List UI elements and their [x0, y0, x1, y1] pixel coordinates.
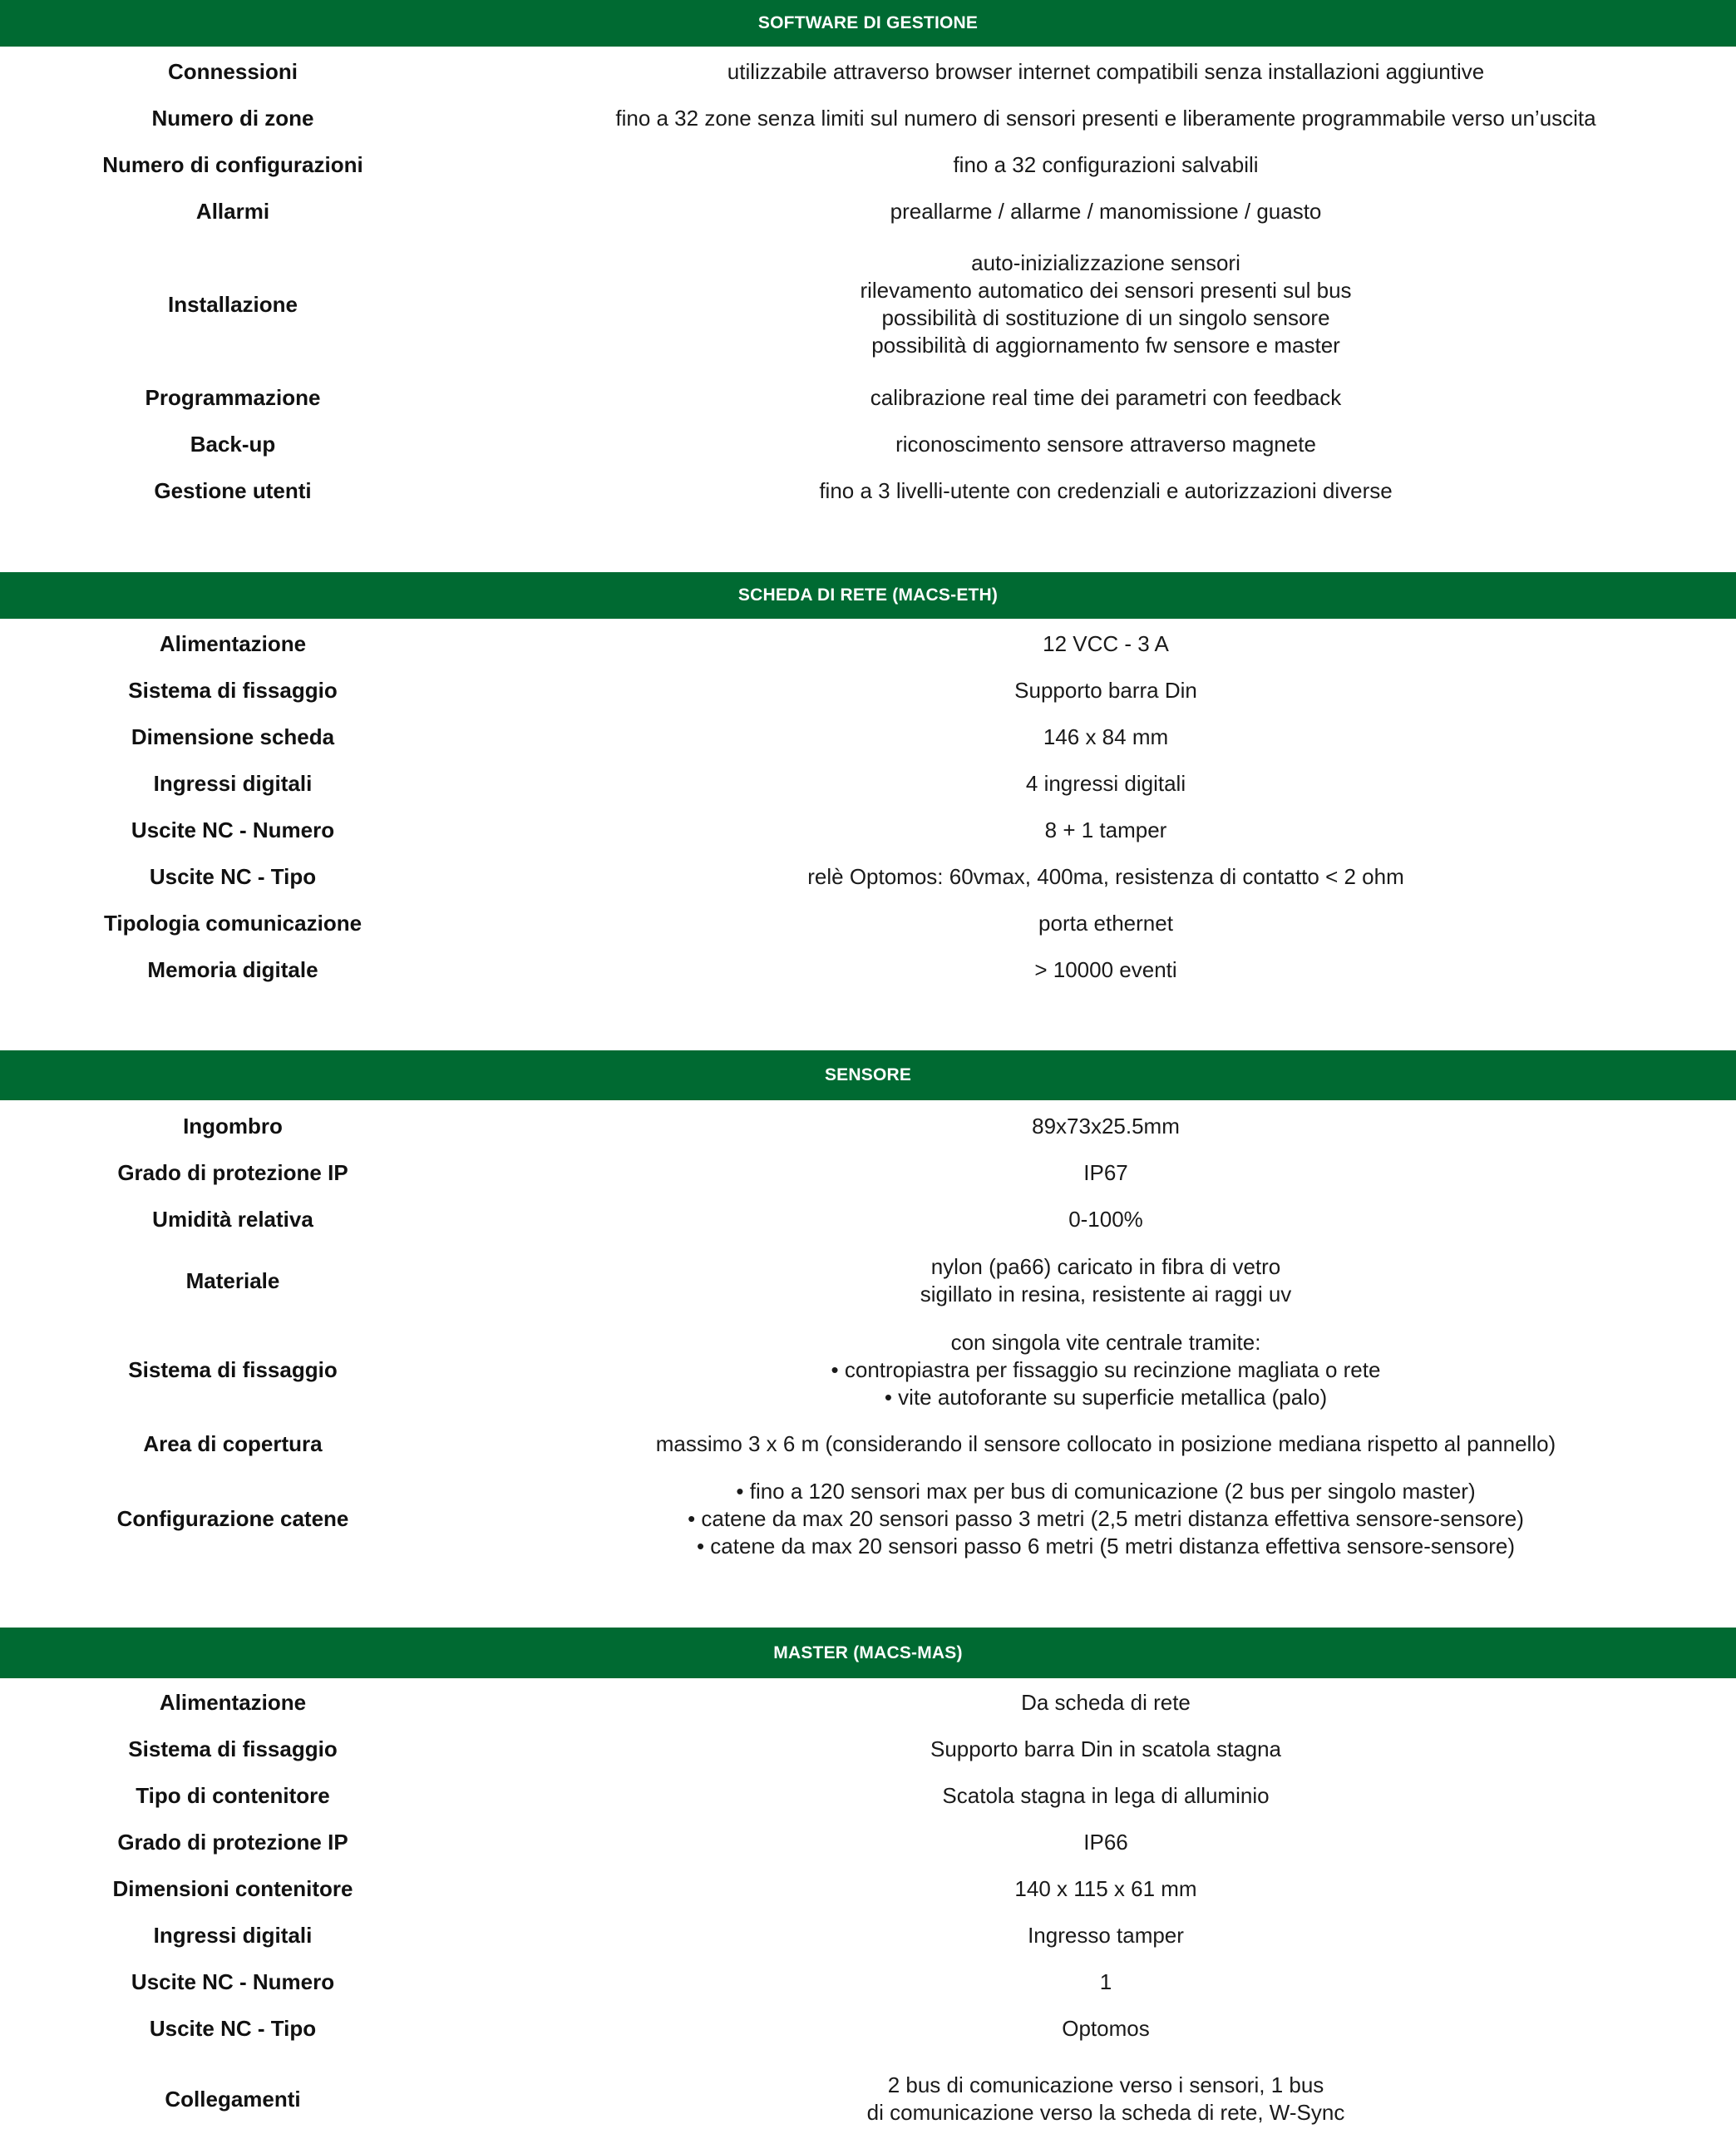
spec-value-line: 12 VCC - 3 A — [1043, 630, 1169, 656]
spec-label: Numero di configurazioni — [102, 151, 363, 177]
spec-value — [466, 1922, 1736, 1949]
spec-value-line: 1 — [1099, 1968, 1112, 1994]
spec-label: Installazione — [167, 291, 298, 317]
spec-label: Ingressi digitali — [153, 770, 313, 796]
spec-value-line: fino a 32 zone senza limiti sul numero di sensori presenti e liberamente programmabile verso un’uscita — [615, 105, 1596, 131]
spec-row — [0, 910, 1736, 937]
spec-label: Ingressi digitali — [153, 1922, 313, 1948]
spec-row — [0, 956, 1736, 984]
spec-row — [0, 1922, 1736, 1949]
spec-label: Grado di protezione IP — [117, 1159, 348, 1185]
spec-value-line: porta ethernet — [1038, 910, 1173, 936]
spec-value — [466, 2072, 1736, 2127]
spec-value — [466, 817, 1736, 844]
spec-label: Sistema di fissaggio — [128, 677, 338, 703]
spec-row — [0, 105, 1736, 132]
spec-value-line: Supporto barra Din — [1014, 677, 1197, 703]
spec-value-line: possibilità di sostituzione di un singolo sensore — [881, 305, 1330, 330]
spec-value — [466, 384, 1736, 412]
spec-value-line: Supporto barra Din in scatola stagna — [930, 1736, 1282, 1761]
spec-value — [466, 1875, 1736, 1903]
spec-label: Tipologia comunicazione — [103, 910, 362, 936]
spec-value-line: Scatola stagna in lega di alluminio — [942, 1782, 1270, 1808]
spec-row — [0, 1113, 1736, 1140]
spec-value-line: di comunicazione verso la scheda di rete, W-Sync — [866, 2100, 1345, 2125]
spec-value — [466, 677, 1736, 704]
spec-value-line: 0-100% — [1068, 1206, 1143, 1232]
spec-value — [466, 1968, 1736, 1996]
spec-row — [0, 770, 1736, 798]
spec-value-line: calibrazione real time dei parametri con feedback — [870, 384, 1342, 410]
spec-label: Dimensioni contenitore — [112, 1875, 353, 1901]
spec-row — [0, 151, 1736, 179]
spec-value — [466, 249, 1736, 359]
spec-label: Materiale — [185, 1267, 280, 1293]
spec-value-line: 140 x 115 x 61 mm — [1014, 1875, 1197, 1901]
spec-value — [466, 1329, 1736, 1411]
spec-label: Uscite NC - Numero — [131, 1968, 335, 1994]
spec-row — [0, 1968, 1736, 1996]
spec-row — [0, 1206, 1736, 1233]
spec-label: Tipo di contenitore — [136, 1782, 330, 1808]
spec-value-line: possibilità di aggiornamento fw sensore e master — [871, 333, 1340, 358]
spec-value-line: 2 bus di comunicazione verso i sensori, 1 bus — [887, 2072, 1324, 2097]
spec-value — [466, 198, 1736, 225]
spec-value — [466, 2015, 1736, 2043]
spec-value — [466, 1736, 1736, 1763]
spec-label: Gestione utenti — [154, 477, 312, 503]
spec-label: Uscite NC - Tipo — [149, 863, 317, 889]
spec-value — [466, 630, 1736, 658]
spec-label: Numero di zone — [151, 105, 314, 131]
spec-label: Sistema di fissaggio — [128, 1356, 338, 1382]
spec-value — [466, 1206, 1736, 1233]
spec-value-line: • catene da max 20 sensori passo 3 metri (2,5 metri distanza effettiva sensore-sensore) — [688, 1505, 1524, 1531]
spec-value-line: > 10000 eventi — [1034, 956, 1177, 982]
spec-value-line: 146 x 84 mm — [1043, 724, 1169, 749]
spec-label: Alimentazione — [159, 1689, 307, 1715]
spec-value-line: auto-inizializzazione sensori — [971, 250, 1240, 275]
spec-label: Ingombro — [183, 1113, 283, 1139]
spec-row — [0, 630, 1736, 658]
spec-row — [0, 2072, 1736, 2127]
spec-label: Connessioni — [167, 58, 298, 84]
spec-value-line: rilevamento automatico dei sensori presenti sul bus — [860, 278, 1352, 303]
spec-value-line: fino a 32 configurazioni salvabili — [953, 151, 1259, 177]
spec-value — [466, 105, 1736, 132]
spec-value-line: 89x73x25.5mm — [1032, 1113, 1180, 1139]
spec-value-line: Ingresso tamper — [1028, 1922, 1184, 1948]
spec-value — [466, 151, 1736, 179]
spec-row — [0, 1329, 1736, 1411]
spec-row — [0, 863, 1736, 891]
spec-value-line: • contropiastra per fissaggio su recinzione magliata o rete — [831, 1356, 1381, 1382]
spec-label: Umidità relativa — [152, 1206, 313, 1232]
spec-label: Grado di protezione IP — [117, 1829, 348, 1855]
spec-row — [0, 1430, 1736, 1458]
spec-label: Sistema di fissaggio — [128, 1736, 338, 1761]
spec-value-line: nylon (pa66) caricato in fibra di vetro — [930, 1254, 1281, 1279]
spec-value — [466, 1113, 1736, 1140]
spec-label: Memoria digitale — [147, 956, 318, 982]
spec-value-line: massimo 3 x 6 m (considerando il sensore collocato in posizione mediana rispetto al pannello) — [655, 1430, 1556, 1456]
spec-value — [466, 477, 1736, 505]
spec-value — [466, 1253, 1736, 1308]
spec-value — [466, 724, 1736, 751]
spec-label: Alimentazione — [159, 630, 307, 656]
spec-row — [0, 1253, 1736, 1308]
spec-value — [466, 58, 1736, 86]
spec-row — [0, 724, 1736, 751]
section-header-sensore: SENSORE — [0, 1050, 1736, 1100]
spec-value — [466, 1159, 1736, 1187]
spec-value-line: sigillato in resina, resistente ai raggi uv — [920, 1282, 1292, 1307]
spec-value-line: relè Optomos: 60vmax, 400ma, resistenza di contatto < 2 ohm — [807, 863, 1404, 889]
spec-row — [0, 1875, 1736, 1903]
spec-value — [466, 1829, 1736, 1856]
spec-value — [466, 1689, 1736, 1717]
spec-value-line: fino a 3 livelli-utente con credenziali e autorizzazioni diverse — [819, 477, 1393, 503]
spec-label: Dimensione scheda — [131, 724, 335, 749]
spec-value-line: Optomos — [1062, 2015, 1150, 2041]
spec-value-line: • vite autoforante su superficie metallica (palo) — [884, 1384, 1328, 1410]
spec-row — [0, 1829, 1736, 1856]
spec-value-line: 8 + 1 tamper — [1044, 817, 1167, 842]
section-header-software-di-gestione: SOFTWARE DI GESTIONE — [0, 0, 1736, 47]
spec-row — [0, 431, 1736, 458]
spec-row — [0, 1159, 1736, 1187]
spec-row — [0, 198, 1736, 225]
spec-row — [0, 1478, 1736, 1560]
spec-label: Uscite NC - Numero — [131, 817, 335, 842]
spec-label: Area di copertura — [143, 1430, 323, 1456]
spec-value — [466, 956, 1736, 984]
spec-row — [0, 249, 1736, 359]
spec-row — [0, 384, 1736, 412]
spec-value-line: • catene da max 20 sensori passo 6 metri (5 metri distanza effettiva sensore-sensore) — [696, 1533, 1516, 1558]
spec-row — [0, 1782, 1736, 1810]
spec-row — [0, 58, 1736, 86]
spec-label: Uscite NC - Tipo — [149, 2015, 317, 2041]
spec-value-line: 4 ingressi digitali — [1025, 770, 1186, 796]
spec-row — [0, 817, 1736, 844]
spec-value-line: IP66 — [1083, 1829, 1128, 1855]
spec-value — [466, 1478, 1736, 1560]
spec-row — [0, 1736, 1736, 1763]
spec-value — [466, 1430, 1736, 1458]
spec-row — [0, 1689, 1736, 1717]
spec-value — [466, 863, 1736, 891]
spec-value-line: con singola vite centrale tramite: — [950, 1329, 1261, 1355]
spec-value-line: IP67 — [1083, 1159, 1128, 1185]
spec-value-line: utilizzabile attraverso browser internet compatibili senza installazioni aggiuntive — [727, 58, 1485, 84]
spec-row — [0, 677, 1736, 704]
spec-value — [466, 1782, 1736, 1810]
spec-label: Allarmi — [195, 198, 270, 224]
spec-label: Collegamenti — [165, 2086, 301, 2112]
spec-row — [0, 477, 1736, 505]
spec-row — [0, 2015, 1736, 2043]
spec-value-line: • fino a 120 sensori max per bus di comunicazione (2 bus per singolo master) — [736, 1478, 1476, 1504]
spec-value-line: Da scheda di rete — [1021, 1689, 1191, 1715]
spec-label: Back-up — [190, 431, 276, 457]
section-header-scheda-di-rete-macs-eth: SCHEDA DI RETE (MACS-ETH) — [0, 572, 1736, 619]
spec-value — [466, 910, 1736, 937]
spec-value-line: preallarme / allarme / manomissione / guasto — [890, 198, 1322, 224]
section-header-master-macs-mas: MASTER (MACS-MAS) — [0, 1628, 1736, 1678]
spec-label: Configurazione catene — [116, 1505, 349, 1531]
spec-value — [466, 431, 1736, 458]
spec-value — [466, 770, 1736, 798]
spec-value-line: riconoscimento sensore attraverso magnete — [895, 431, 1316, 457]
spec-label: Programmazione — [145, 384, 321, 410]
